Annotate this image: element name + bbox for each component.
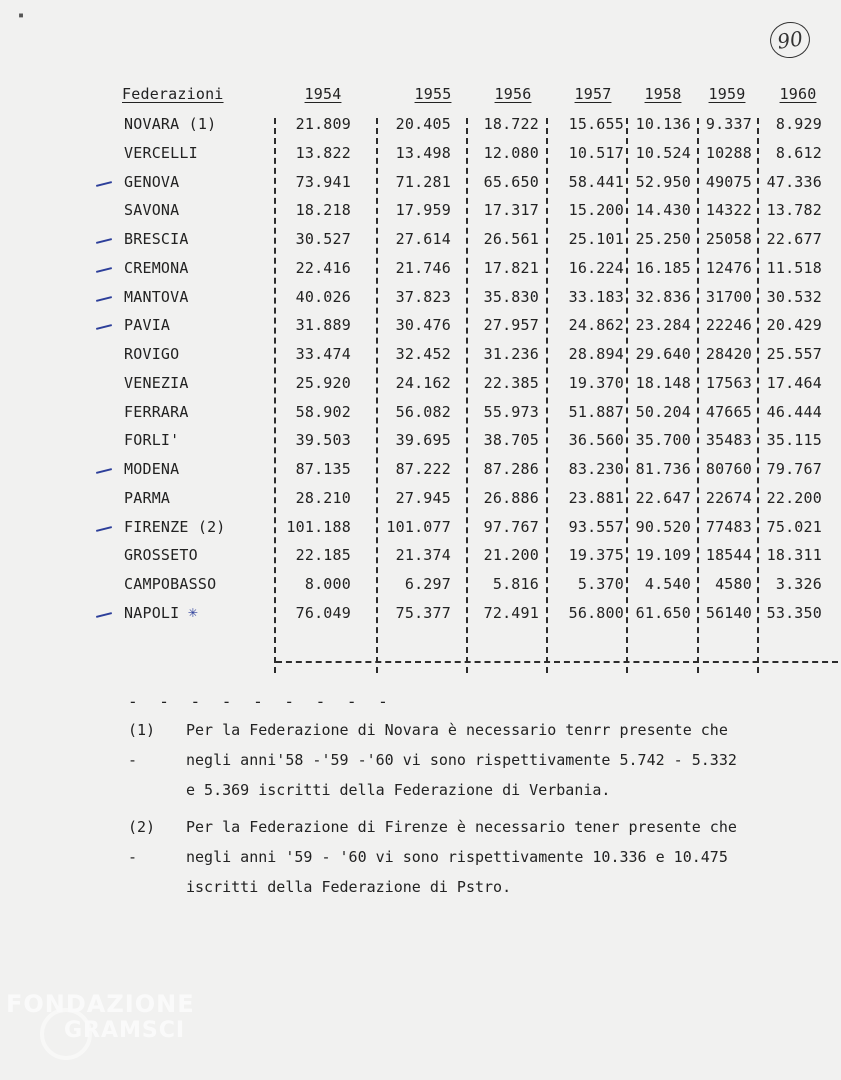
- table-cell-value: 12.080: [483, 143, 539, 162]
- federation-name: ROVIGO: [124, 345, 180, 363]
- table-cell-value: 30.532: [766, 287, 822, 306]
- table-cell-value: 19.370: [568, 373, 624, 392]
- footnote-2-mark: (2) -: [128, 818, 156, 866]
- handwritten-tick-mark: [96, 296, 112, 302]
- table-cell-value: 31700: [705, 287, 752, 306]
- table-cell-value: 25.101: [568, 230, 624, 248]
- table-cell-value: 23.284: [635, 316, 691, 335]
- table-cell-value: 17.317: [483, 201, 539, 220]
- table-cell-value: 18.311: [766, 546, 822, 565]
- table-cell-value: 40.026: [295, 287, 351, 306]
- table-cell-value: 25.920: [295, 373, 351, 392]
- table-cell-value: 27.957: [483, 316, 539, 335]
- table-cell-value: 28.894: [568, 345, 624, 363]
- table-cell-value: 22246: [705, 316, 752, 335]
- table-cell-value: 52.950: [635, 172, 691, 191]
- table-cell-value: 24.862: [568, 316, 624, 335]
- table-cell-value: 14.430: [635, 201, 691, 220]
- handwritten-tick-mark: [96, 612, 112, 618]
- table-cell-value: 29.640: [635, 345, 691, 363]
- federation-name: NAPOLI: [124, 603, 180, 622]
- table-cell-value: 21.746: [395, 258, 451, 277]
- column-header-year: 1959: [708, 85, 746, 103]
- table-cell-value: 26.886: [483, 488, 539, 507]
- table-cell-value: 28.210: [295, 488, 351, 507]
- table-cell-value: 3.326: [775, 575, 822, 593]
- table-cell-value: 39.695: [395, 431, 451, 450]
- footnote-1-line: negli anni'58 -'59 -'60 vi sono rispettivamente 5.742 - 5.332: [186, 751, 737, 769]
- federation-name: MODENA: [124, 460, 180, 478]
- table-cell-value: 56.082: [395, 402, 451, 421]
- table-cell-value: 37.823: [395, 287, 451, 306]
- table-cell-value: 47.336: [766, 172, 822, 191]
- table-cell-value: 83.230: [568, 460, 624, 478]
- table-cell-value: 87.135: [295, 460, 351, 478]
- table-cell-value: 26.561: [483, 230, 539, 248]
- table-cell-value: 75.021: [766, 517, 822, 536]
- table-cell-value: 8.000: [304, 575, 351, 593]
- federation-name: GROSSETO: [124, 546, 198, 565]
- handwritten-tick-mark: [96, 238, 112, 244]
- table-cell-value: 25058: [705, 230, 752, 248]
- table-cell-value: 32.836: [635, 287, 691, 306]
- table-cell-value: 28420: [705, 345, 752, 363]
- table-cell-value: 25.250: [635, 230, 691, 248]
- page-folio-number: 90: [768, 19, 813, 60]
- table-cell-value: 35.830: [483, 287, 539, 306]
- table-cell-value: 4580: [715, 575, 752, 593]
- table-cell-value: 35483: [705, 431, 752, 450]
- table-cell-value: 90.520: [635, 517, 691, 536]
- table-cell-value: 30.527: [295, 230, 351, 248]
- table-cell-value: 10.524: [635, 143, 691, 162]
- federation-name: PAVIA: [124, 316, 171, 335]
- table-cell-value: 22.647: [635, 488, 691, 507]
- table-cell-value: 21.374: [395, 546, 451, 565]
- table-cell-value: 20.429: [766, 316, 822, 335]
- footnote-2-line: negli anni '59 - '60 vi sono rispettivamente 10.336 e 10.475: [186, 848, 728, 866]
- table-cell-value: 101.077: [386, 517, 451, 536]
- column-header-year: 1954: [304, 85, 342, 103]
- handwritten-tick-mark: [96, 468, 112, 474]
- column-header-federazioni: Federazioni: [122, 85, 224, 103]
- table-cell-value: 18.722: [483, 115, 539, 133]
- footnote-2-line: Per la Federazione di Firenze è necessario tener presente che: [186, 818, 737, 836]
- column-header-year: 1955: [414, 85, 452, 103]
- table-cell-value: 58.441: [568, 172, 624, 191]
- table-cell-value: 76.049: [295, 603, 351, 622]
- table-cell-value: 30.476: [395, 316, 451, 335]
- table-cell-value: 58.902: [295, 402, 351, 421]
- table-cell-value: 50.204: [635, 402, 691, 421]
- table-cell-value: 47665: [705, 402, 752, 421]
- table-cell-value: 22674: [705, 488, 752, 507]
- federation-name: VENEZIA: [124, 373, 189, 392]
- table-cell-value: 16.185: [635, 258, 691, 277]
- federation-name: MANTOVA: [124, 287, 189, 306]
- table-cell-value: 10.136: [635, 115, 691, 133]
- table-cell-value: 27.945: [395, 488, 451, 507]
- table-cell-value: 38.705: [483, 431, 539, 450]
- table-cell-value: 10.517: [568, 143, 624, 162]
- table-cell-value: 51.887: [568, 402, 624, 421]
- table-cell-value: 27.614: [395, 230, 451, 248]
- table-cell-value: 25.557: [766, 345, 822, 363]
- table-cell-value: 73.941: [295, 172, 351, 191]
- table-cell-value: 20.405: [395, 115, 451, 133]
- table-cell-value: 46.444: [766, 402, 822, 421]
- table-cell-value: 75.377: [395, 603, 451, 622]
- federation-name: FORLI': [124, 431, 180, 450]
- table-cell-value: 72.491: [483, 603, 539, 622]
- footnote-2-line: iscritti della Federazione di Pstro.: [186, 878, 512, 896]
- table-cell-value: 21.809: [295, 115, 351, 133]
- table-cell-value: 19.375: [568, 546, 624, 565]
- footnote-separator: - - - - - - - - -: [128, 692, 394, 711]
- table-cell-value: 55.973: [483, 402, 539, 421]
- table-cell-value: 39.503: [295, 431, 351, 450]
- table-cell-value: 31.889: [295, 316, 351, 335]
- column-header-year: 1956: [494, 85, 532, 103]
- footnote-1-line: Per la Federazione di Novara è necessario tenrr presente che: [186, 721, 728, 739]
- table-cell-value: 49075: [705, 172, 752, 191]
- federation-name: SAVONA: [124, 201, 180, 220]
- footnote-1-line: e 5.369 iscritti della Federazione di Verbania.: [186, 781, 611, 799]
- table-cell-value: 18.148: [635, 373, 691, 392]
- table-cell-value: 101.188: [286, 517, 351, 536]
- table-cell-value: 22.416: [295, 258, 351, 277]
- column-rule: [757, 118, 759, 673]
- column-header-year: 1957: [574, 85, 612, 103]
- table-cell-value: 53.350: [766, 603, 822, 622]
- table-cell-value: 65.650: [483, 172, 539, 191]
- table-cell-value: 4.540: [644, 575, 691, 593]
- handwritten-tick-mark: [96, 526, 112, 532]
- footnote-1-mark: (1) -: [128, 721, 156, 769]
- table-cell-value: 77483: [705, 517, 752, 536]
- federation-name: GENOVA: [124, 172, 180, 191]
- table-cell-value: 80760: [705, 460, 752, 478]
- table-cell-value: 61.650: [635, 603, 691, 622]
- column-rule: [697, 118, 699, 673]
- table-cell-value: 56140: [705, 603, 752, 622]
- archive-watermark: [4, 990, 214, 1070]
- table-cell-value: 13.822: [295, 143, 351, 162]
- federation-name: VERCELLI: [124, 143, 198, 162]
- table-cell-value: 24.162: [395, 373, 451, 392]
- table-cell-value: 31.236: [483, 345, 539, 363]
- table-cell-value: 81.736: [635, 460, 691, 478]
- table-cell-value: 22.200: [766, 488, 822, 507]
- table-cell-value: 87.286: [483, 460, 539, 478]
- handwritten-asterisk: ✳: [188, 601, 198, 621]
- table-cell-value: 17563: [705, 373, 752, 392]
- table-cell-value: 18.218: [295, 201, 351, 220]
- table-cell-value: 5.816: [492, 575, 539, 593]
- column-rule: [274, 118, 276, 673]
- table-cell-value: 93.557: [568, 517, 624, 536]
- column-rule: [546, 118, 548, 673]
- table-cell-value: 10288: [705, 143, 752, 162]
- federation-name: FERRARA: [124, 402, 189, 421]
- column-rule: [376, 118, 378, 673]
- table-bottom-rule: [276, 661, 838, 663]
- table-cell-value: 32.452: [395, 345, 451, 363]
- table-cell-value: 16.224: [568, 258, 624, 277]
- corner-mark: ▪: [18, 10, 25, 21]
- federation-name: NOVARA (1): [124, 115, 217, 133]
- table-cell-value: 22.185: [295, 546, 351, 565]
- handwritten-tick-mark: [96, 324, 112, 330]
- federation-name: CAMPOBASSO: [124, 575, 217, 593]
- table-cell-value: 13.782: [766, 201, 822, 220]
- table-cell-value: 12476: [705, 258, 752, 277]
- table-cell-value: 87.222: [395, 460, 451, 478]
- column-header-year: 1960: [779, 85, 817, 103]
- table-cell-value: 6.297: [404, 575, 451, 593]
- table-cell-value: 22.385: [483, 373, 539, 392]
- table-cell-value: 35.115: [766, 431, 822, 450]
- table-cell-value: 33.183: [568, 287, 624, 306]
- table-cell-value: 17.959: [395, 201, 451, 220]
- column-header-year: 1958: [644, 85, 682, 103]
- table-cell-value: 9.337: [705, 115, 752, 133]
- table-cell-value: 14322: [705, 201, 752, 220]
- handwritten-tick-mark: [96, 181, 112, 187]
- table-cell-value: 8.929: [775, 115, 822, 133]
- table-cell-value: 5.370: [577, 575, 624, 593]
- table-cell-value: 17.821: [483, 258, 539, 277]
- federation-name: FIRENZE (2): [124, 517, 226, 536]
- federation-name: CREMONA: [124, 258, 189, 277]
- watermark-line-2: GRAMSCI: [64, 1018, 186, 1043]
- column-rule: [466, 118, 468, 673]
- federation-name: BRESCIA: [124, 230, 189, 248]
- table-cell-value: 22.677: [766, 230, 822, 248]
- table-cell-value: 79.767: [766, 460, 822, 478]
- table-cell-value: 13.498: [395, 143, 451, 162]
- table-cell-value: 23.881: [568, 488, 624, 507]
- table-cell-value: 97.767: [483, 517, 539, 536]
- table-cell-value: 56.800: [568, 603, 624, 622]
- column-rule: [626, 118, 628, 673]
- table-cell-value: 15.200: [568, 201, 624, 220]
- table-cell-value: 19.109: [635, 546, 691, 565]
- table-cell-value: 17.464: [766, 373, 822, 392]
- table-cell-value: 8.612: [775, 143, 822, 162]
- table-cell-value: 36.560: [568, 431, 624, 450]
- table-cell-value: 18544: [705, 546, 752, 565]
- table-cell-value: 21.200: [483, 546, 539, 565]
- table-cell-value: 33.474: [295, 345, 351, 363]
- table-cell-value: 11.518: [766, 258, 822, 277]
- table-cell-value: 71.281: [395, 172, 451, 191]
- watermark-line-1: FONDAZIONE: [6, 990, 195, 1018]
- table-cell-value: 35.700: [635, 431, 691, 450]
- handwritten-tick-mark: [96, 267, 112, 273]
- table-cell-value: 15.655: [568, 115, 624, 133]
- federation-name: PARMA: [124, 488, 171, 507]
